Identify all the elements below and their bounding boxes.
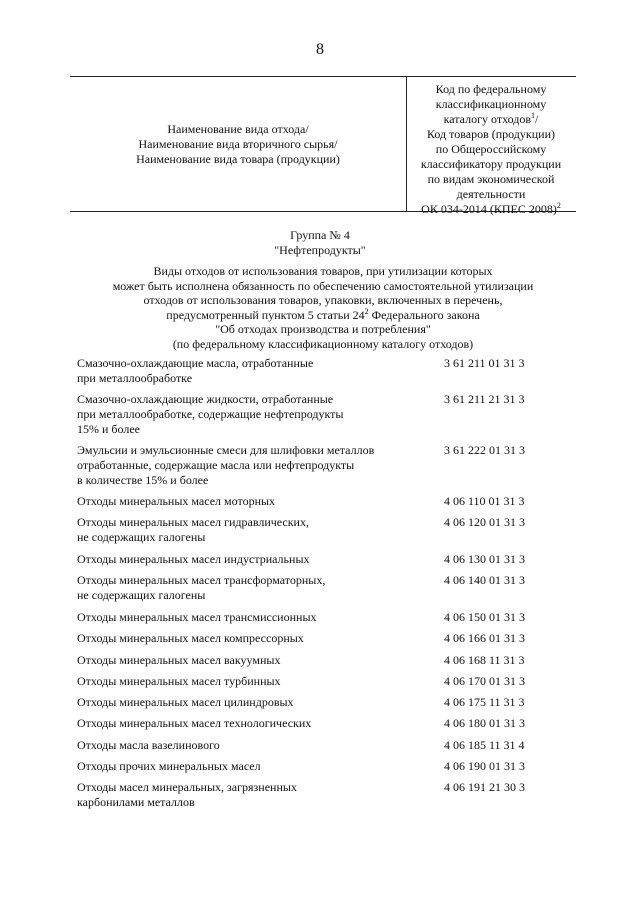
group-title: Группа № 4 "Нефтепродукты" [274,228,366,257]
waste-code: 4 06 190 01 31 3 [444,759,525,773]
header-code-line: по видам экономической [427,172,555,186]
waste-code: 4 06 166 01 31 3 [444,631,525,645]
waste-code: 4 06 175 11 31 3 [444,695,525,709]
waste-code: 3 61 211 21 31 3 [444,392,525,406]
waste-code: 4 06 150 01 31 3 [444,610,525,624]
header-code-line: ОК 034-2014 (КПЕС 2008)$^2$ [421,201,561,216]
waste-name: Смазочно-охлаждающие масла, отработанные при металлообработке [77,356,314,385]
header-code-column [406,82,576,217]
waste-name: Отходы минеральных масел компрессорных [77,631,304,645]
footnote-marker: 2 [556,201,561,210]
header-name-column: Наименование вида отхода/ Наименование вида вторичного сырья/ Наименование вида товара (продукции) [136,122,340,166]
waste-name: Отходы минеральных масел технологических [77,716,312,730]
header-top-rule [70,76,576,77]
waste-code: 4 06 110 01 31 3 [444,494,525,508]
header-code-line: деятельности [456,187,526,201]
waste-name: Смазочно-охлаждающие жидкости, отработанные при металлообработке, содержащие нефтепродукты 15% и более [77,392,344,436]
waste-name: Отходы минеральных масел цилиндровых [77,695,294,709]
intro-line: может быть исполнена обязанность по обеспечению самостоятельной утилизации [112,278,534,293]
footnote-marker: 2 [364,306,369,316]
header-code-line: классификатору продукции [420,157,562,171]
waste-name: Эмульсии и эмульсионные смеси для шлифовки металлов отработанные, содержащие масла или нефтепродукты в количестве 15% и более [77,443,375,487]
waste-name: Отходы минеральных масел моторных [77,494,276,508]
waste-name: Отходы масел минеральных, загрязненных карбонилами металлов [77,780,297,809]
waste-code: 4 06 140 01 31 3 [444,573,525,587]
waste-name: Отходы минеральных масел гидравлических, не содержащих галогены [77,515,309,544]
waste-code: 4 06 180 01 31 3 [444,716,525,730]
waste-name: Отходы минеральных масел индустриальных [77,552,310,566]
waste-name: Отходы прочих минеральных масел [77,759,261,773]
waste-code: 4 06 130 01 31 3 [444,552,525,566]
intro-line: "Об отходах производства и потребления" [215,322,431,336]
waste-code: 3 61 222 01 31 3 [444,443,525,457]
intro-line: отходов от использования товаров, упаковки, включенных в перечень, [143,293,503,307]
header-code-line: каталогу отходов$^1$/ [443,111,539,126]
waste-code: 4 06 185 11 31 4 [444,738,525,752]
waste-name: Отходы масла вазелинового [77,738,220,752]
header-code-line: Код по федеральному [435,82,547,96]
header-code-line: Код товаров (продукции) [426,127,556,141]
header-code-line: классификационному [435,97,547,111]
waste-name: Отходы минеральных масел трансформаторных, не содержащих галогены [77,573,326,602]
waste-code: 4 06 170 01 31 3 [444,674,525,688]
waste-name: Отходы минеральных масел турбинных [77,674,281,688]
page-number: 8 [316,41,324,58]
waste-code: 3 61 211 01 31 3 [444,356,525,370]
waste-code: 4 06 191 21 30 3 [444,780,525,794]
waste-name: Отходы минеральных масел вакуумных [77,653,281,667]
header-code-line: по Общероссийскому [435,142,547,156]
waste-code: 4 06 168 11 31 3 [444,653,525,667]
waste-name: Отходы минеральных масел трансмиссионных [77,610,317,624]
waste-code: 4 06 120 01 31 3 [444,515,525,529]
intro-line: Виды отходов от использования товаров, при утилизации которых [153,264,493,278]
footnote-marker: 1 [531,111,536,120]
intro-line: (по федеральному классификационному каталогу отходов) [172,336,474,351]
intro-line: предусмотренный пунктом 5 статьи $24^2$ Федерального закона [166,306,480,322]
group-intro [70,264,576,351]
